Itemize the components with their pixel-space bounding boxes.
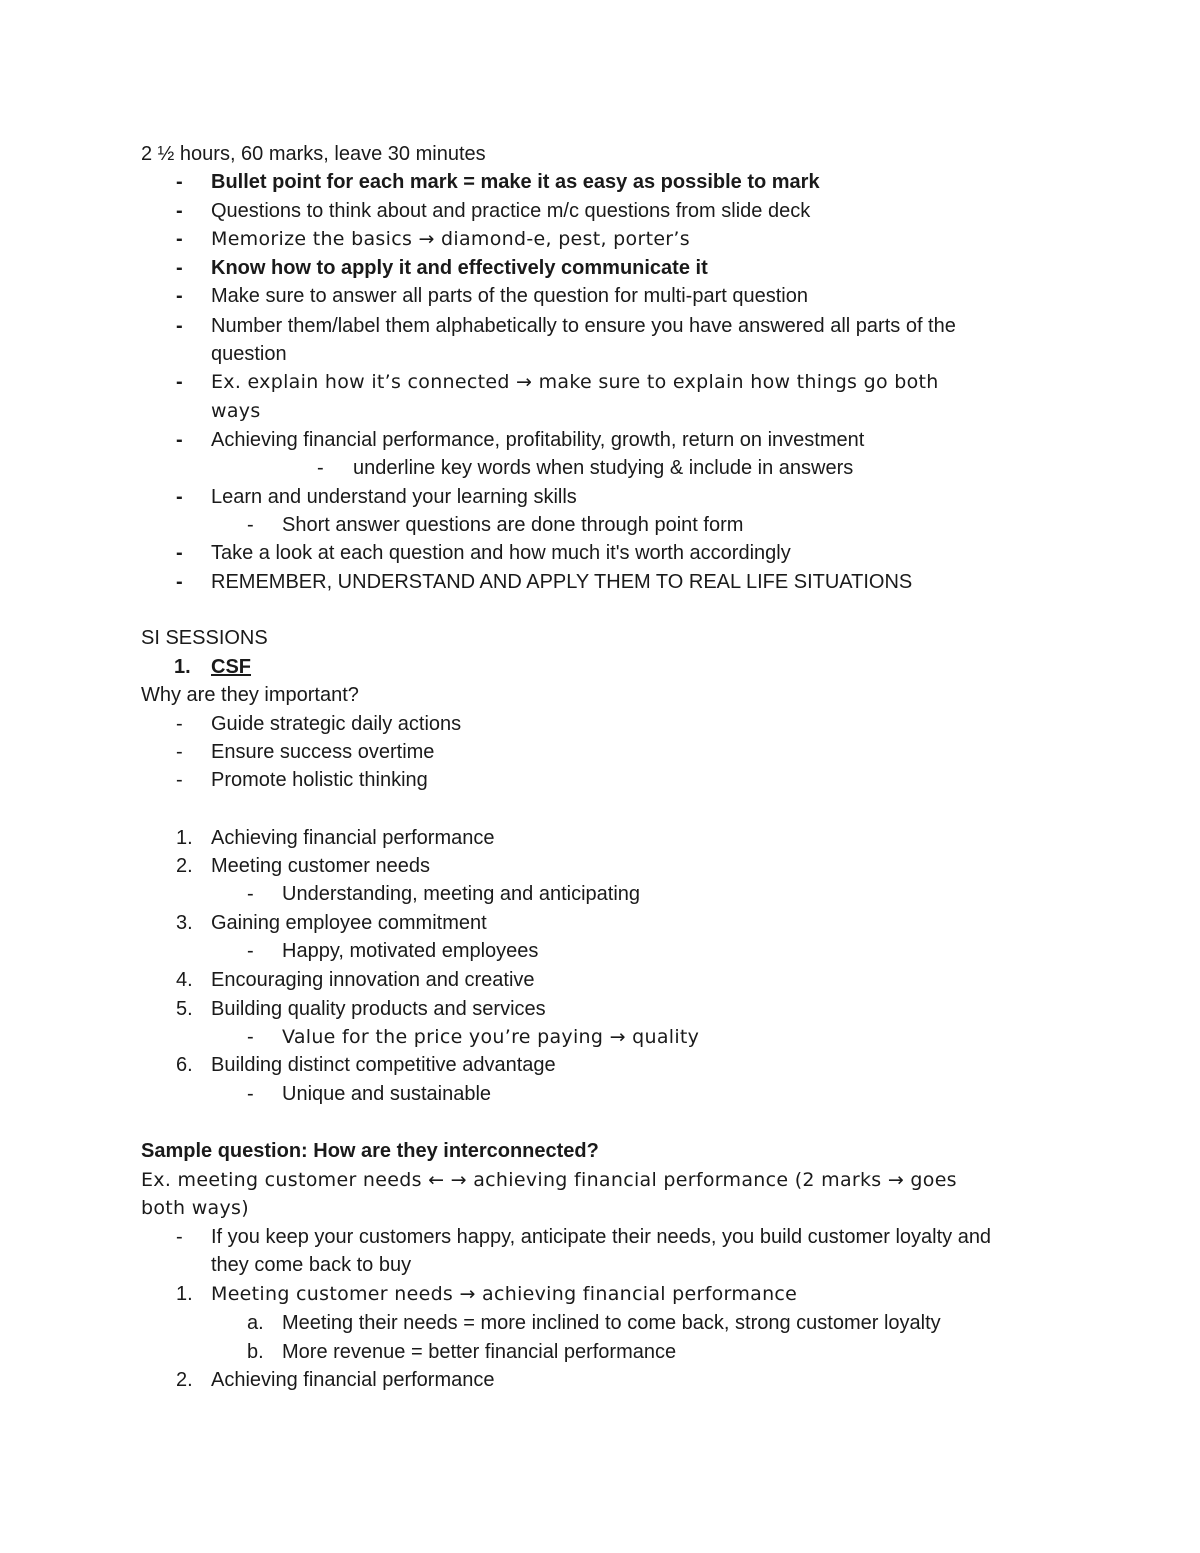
tip-continued: ways bbox=[211, 400, 261, 422]
tip: Learn and understand your learning skills bbox=[211, 486, 577, 508]
section-heading: SI SESSIONS bbox=[141, 627, 268, 649]
list-item: Building distinct competitive advantage bbox=[211, 1054, 556, 1076]
sub-tip: Short answer questions are done through point form bbox=[282, 514, 744, 536]
tip: REMEMBER, UNDERSTAND AND APPLY THEM TO REAL LIFE SITUATIONS bbox=[211, 571, 913, 593]
list-number: 3. bbox=[176, 912, 193, 934]
sub-bullet-dash: - bbox=[317, 457, 324, 479]
sub-item: Value for the price you’re paying → quality bbox=[282, 1026, 700, 1048]
list-item: Meeting customer needs bbox=[211, 855, 431, 877]
list-number: 1. bbox=[174, 656, 191, 678]
bullet-dash: - bbox=[176, 713, 183, 735]
sub-bullet-dash: - bbox=[247, 514, 254, 536]
bullet-dash: - bbox=[176, 486, 183, 508]
list-item: Encouraging innovation and creative bbox=[211, 969, 535, 991]
sub-item: Happy, motivated employees bbox=[282, 940, 539, 962]
list-number: 1. bbox=[176, 1283, 193, 1305]
tip: Take a look at each question and how much it's worth accordingly bbox=[211, 542, 791, 564]
list-number: 5. bbox=[176, 998, 193, 1020]
bullet-dash: - bbox=[176, 542, 183, 564]
list-item: Achieving financial performance bbox=[211, 827, 495, 849]
bullet-dash: - bbox=[176, 571, 183, 593]
bullet-dash: - bbox=[176, 257, 183, 279]
bullet-dash: - bbox=[176, 171, 183, 193]
bullet-dash: - bbox=[176, 1226, 183, 1248]
bullet-dash: - bbox=[176, 371, 183, 393]
example-line: Ex. meeting customer needs ← → achieving financial performance (2 marks → goes bbox=[141, 1169, 957, 1191]
tip: Achieving financial performance, profitability, growth, return on investment bbox=[211, 429, 865, 451]
list-item: If you keep your customers happy, anticipate their needs, you build customer loyalty and bbox=[211, 1226, 992, 1248]
sample-heading: Sample question: How are they interconnected? bbox=[141, 1140, 599, 1162]
list-item: Guide strategic daily actions bbox=[211, 713, 462, 735]
list-number: 4. bbox=[176, 969, 193, 991]
bullet-dash: - bbox=[176, 429, 183, 451]
sub-bullet-dash: - bbox=[247, 1026, 254, 1048]
list-number: 2. bbox=[176, 855, 193, 877]
tip: Ex. explain how it’s connected → make sure to explain how things go both bbox=[211, 371, 939, 393]
tip: Memorize the basics → diamond-e, pest, porter’s bbox=[211, 228, 690, 250]
list-item: Building quality products and services bbox=[211, 998, 546, 1020]
list-letter: a. bbox=[247, 1312, 264, 1334]
sub-bullet-dash: - bbox=[247, 940, 254, 962]
list-item: Achieving financial performance bbox=[211, 1369, 495, 1391]
list-number: 2. bbox=[176, 1369, 193, 1391]
tip-continued: question bbox=[211, 343, 287, 365]
sub-bullet-dash: - bbox=[247, 1083, 254, 1105]
list-number: 6. bbox=[176, 1054, 193, 1076]
tip: Number them/label them alphabetically to ensure you have answered all parts of the bbox=[211, 315, 956, 337]
sub-item: Understanding, meeting and anticipating bbox=[282, 883, 641, 905]
intro-line: 2 ½ hours, 60 marks, leave 30 minutes bbox=[141, 143, 486, 165]
sub-item: Unique and sustainable bbox=[282, 1083, 492, 1105]
sub-tip: underline key words when studying & include in answers bbox=[353, 457, 854, 479]
bullet-dash: - bbox=[176, 741, 183, 763]
bullet-dash: - bbox=[176, 200, 183, 222]
list-letter: b. bbox=[247, 1341, 264, 1363]
tip-bold: Bullet point for each mark = make it as easy as possible to mark bbox=[211, 171, 820, 193]
list-item-continued: they come back to buy bbox=[211, 1254, 412, 1276]
list-item: Promote holistic thinking bbox=[211, 769, 428, 791]
list-item: Meeting customer needs → achieving financial performance bbox=[211, 1283, 798, 1305]
bullet-dash: - bbox=[176, 315, 183, 337]
list-number: 1. bbox=[176, 827, 193, 849]
tip: Questions to think about and practice m/c questions from slide deck bbox=[211, 200, 811, 222]
csf-title: CSF bbox=[211, 656, 251, 678]
example-line-continued: both ways) bbox=[141, 1197, 249, 1219]
bullet-dash: - bbox=[176, 285, 183, 307]
subheading: Why are they important? bbox=[141, 684, 359, 706]
list-item: Gaining employee commitment bbox=[211, 912, 487, 934]
sub-item: Meeting their needs = more inclined to come back, strong customer loyalty bbox=[282, 1312, 941, 1334]
tip: Make sure to answer all parts of the question for multi-part question bbox=[211, 285, 808, 307]
sub-item: More revenue = better financial performance bbox=[282, 1341, 677, 1363]
bullet-dash: - bbox=[176, 228, 183, 250]
tip-bold: Know how to apply it and effectively communicate it bbox=[211, 257, 708, 279]
list-item: Ensure success overtime bbox=[211, 741, 435, 763]
sub-bullet-dash: - bbox=[247, 883, 254, 905]
bullet-dash: - bbox=[176, 769, 183, 791]
